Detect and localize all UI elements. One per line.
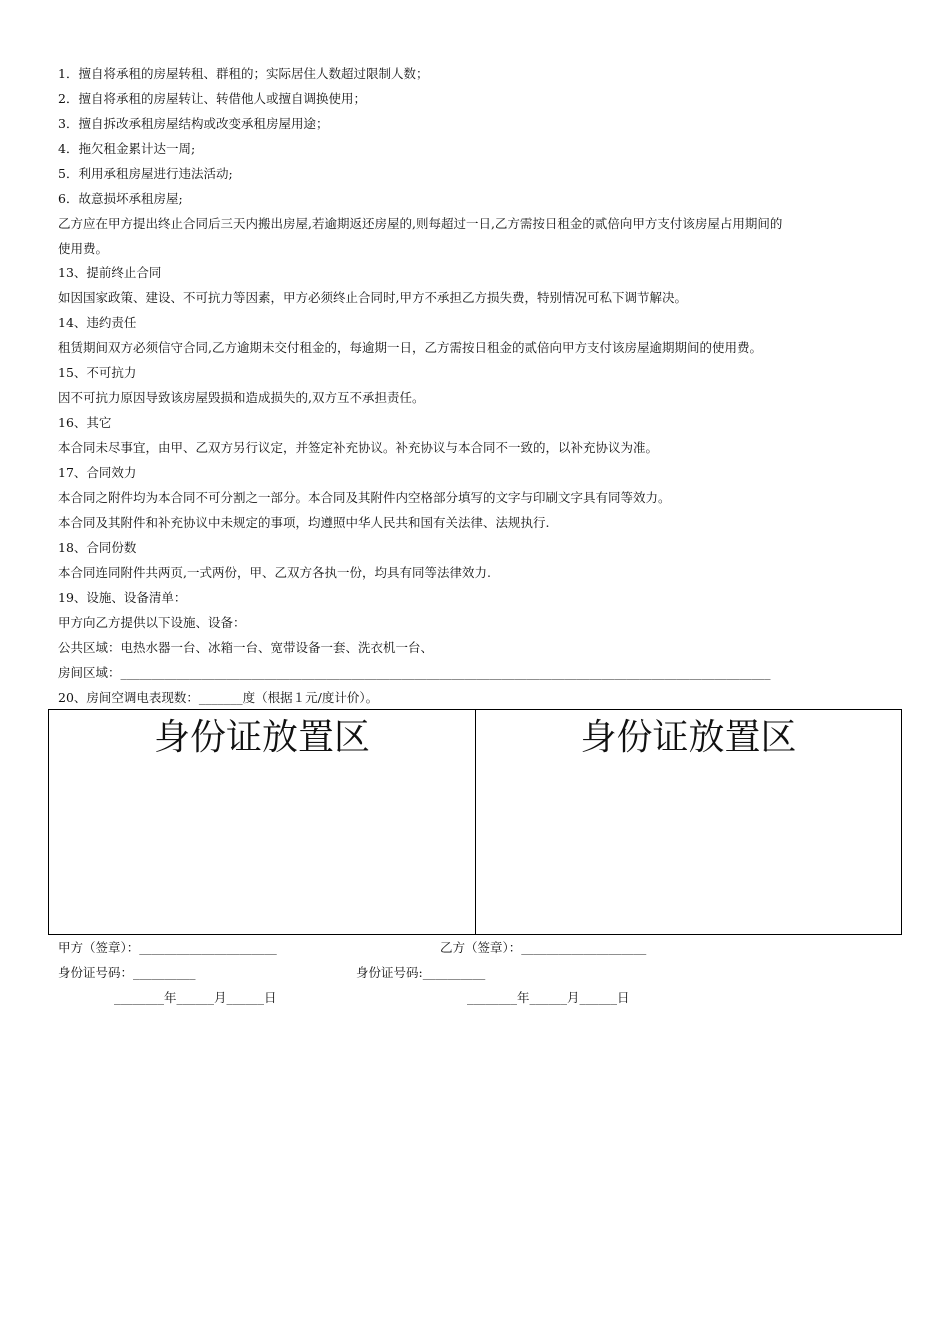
party-b-date: ________年______月______日 [467,990,630,1005]
section-heading: 18、合同份数 [58,540,137,555]
clause-line: 5．利用承租房屋进行违法活动; [58,166,233,181]
party-a-id-number: 身份证号码：__________ [58,965,196,980]
clause-line: 3．擅自拆改承租房屋结构或改变承租房屋用途； [58,116,329,131]
section-heading: 13、提前终止合同 [58,265,162,280]
clause-line: 1．擅自将承租的房屋转租、群租的；实际居住人数超过限制人数； [58,66,429,81]
id-card-area-right [475,709,902,935]
section-heading: 15、不可抗力 [58,365,137,380]
id-card-area-title: 身份证放置区 [153,717,370,758]
clause-line: 租赁期间双方必须信守合同,乙方逾期未交付租金的，每逾期一日，乙方需按日租金的贰倍向甲方支付该房屋逾期期间的使用费。 [58,340,762,355]
clause-line: 2．擅自将承租的房屋转让、转借他人或擅自调换使用； [58,91,366,106]
section-heading: 14、违约责任 [58,315,137,330]
id-card-area-title: 身份证放置区 [580,717,797,758]
clause-line: 乙方应在甲方提出终止合同后三天内搬出房屋,若逾期返还房屋的,则每超过一日,乙方需按日租金的贰倍向甲方支付该房屋占用期间的 [58,216,783,231]
section-heading: 19、设施、设备清单： [58,590,187,605]
section-heading: 16、其它 [58,415,112,430]
clause-line: 本合同及其附件和补充协议中未规定的事项，均遵照中华人民共和国有关法律、法规执行. [58,515,550,530]
clause-line: 如因国家政策、建设、不可抗力等因素，甲方必须终止合同时,甲方不承担乙方损失费，特别情况可私下调节解决。 [58,290,687,305]
clause-line: 4．拖欠租金累计达一周; [58,141,196,156]
clause-line: 本合同连同附件共两页,一式两份，甲、乙双方各执一份，均具有同等法律效力. [58,565,491,580]
clause-line: 公共区域：电热水器一台、冰箱一台、宽带设备一套、洗衣机一台、 [58,640,434,655]
clause-line: 使用费。 [58,241,109,256]
clause-line: 6．故意损坏承租房屋; [58,191,183,206]
meter-reading-line: 20、房间空调电表现数：_______度（根据１元/度计价）。 [58,690,379,705]
clause-line: 本合同未尽事宜，由甲、乙双方另行议定，并签定补充协议。补充协议与本合同不一致的，以补充协议为准。 [58,440,659,455]
id-card-area-left [48,709,476,935]
party-b-signature: 乙方（签章）：____________________ [440,940,647,955]
room-area-line: 房间区域：________________________________________________________________________________________________________ [58,665,771,680]
party-a-signature: 甲方（签章）：______________________ [58,940,277,955]
clause-line: 因不可抗力原因导致该房屋毁损和造成损失的,双方互不承担责任。 [58,390,425,405]
party-a-date: ________年______月______日 [114,990,277,1005]
section-heading: 17、合同效力 [58,465,137,480]
clause-line: 本合同之附件均为本合同不可分割之一部分。本合同及其附件内空格部分填写的文字与印刷文字具有同等效力。 [58,490,671,505]
clause-line: 甲方向乙方提供以下设施、设备： [58,615,246,630]
party-b-id-number: 身份证号码:__________ [356,965,486,980]
